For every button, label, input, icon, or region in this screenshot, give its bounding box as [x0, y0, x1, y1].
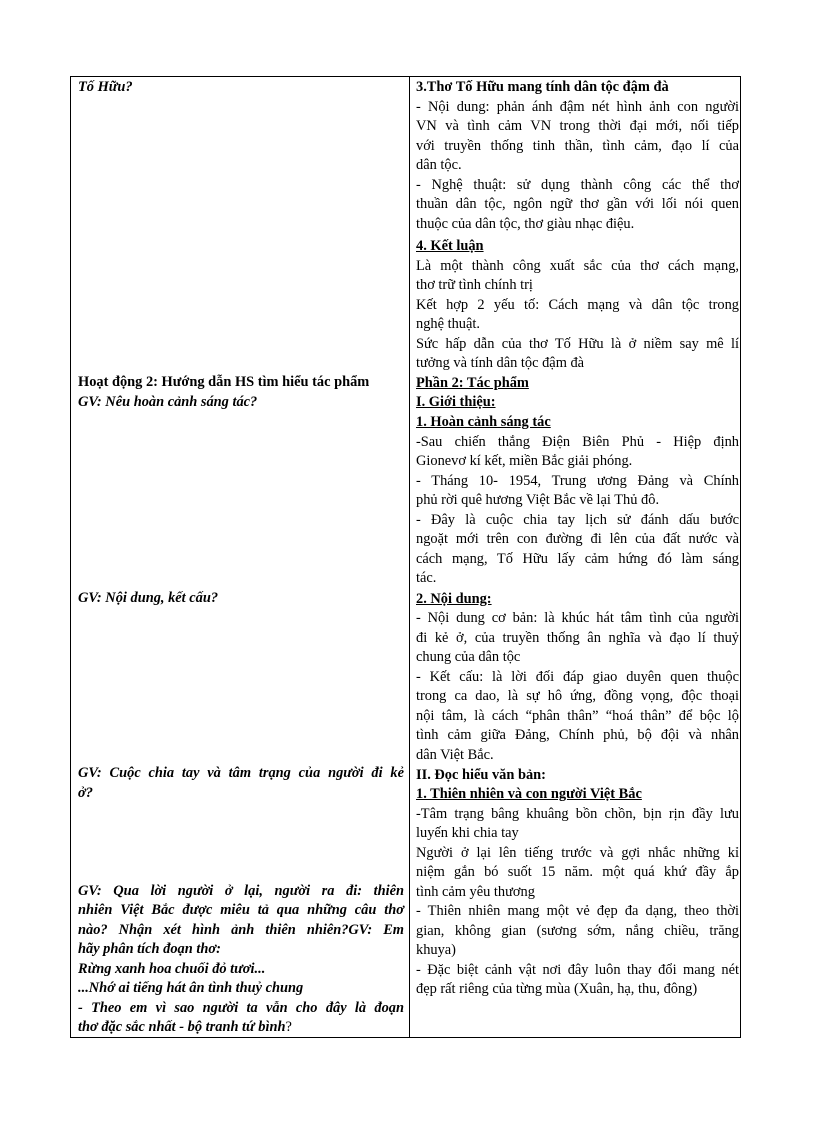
part-heading: Phần 2: Tác phẩm — [416, 375, 529, 391]
text-line: đẹp rất riêng của từng mùa (Xuân, hạ, thu, đông) — [416, 981, 698, 997]
poem-quote-line: Rừng xanh hoa chuối đỏ tươi... — [78, 961, 266, 977]
text-line: Là một thành công xuất sắc của thơ cách mạng, — [416, 258, 739, 274]
text-line: - Đây là cuộc chia tay lịch sử đánh dấu bước — [416, 512, 739, 528]
text-line: gian, không gian (sương sớm, nắng chiều, trăng — [416, 923, 739, 939]
text-line: - Kết cấu: là lời đối đáp giao duyên quen thuộc — [416, 669, 739, 685]
text-line: trong ca dao, là sự hô ứng, đồng vọng, độc thoại — [416, 688, 739, 704]
section-heading: 4. Kết luận — [416, 238, 484, 254]
subsection-heading: 1. Thiên nhiên và con người Việt Bắc — [416, 786, 642, 802]
question-line: Tố Hữu? — [78, 79, 133, 95]
text-line: Gionevơ kí kết, miền Bắc giải phóng. — [416, 453, 633, 469]
text-line: niệm gắn bó suốt 15 năm. một quá khứ đầy ắp — [416, 864, 739, 880]
text-line: tình cảm giữa Đảng, Chính phủ, bộ đội và nhân — [416, 727, 739, 743]
poem-quote-line: ...Nhớ ai tiếng hát ân tình thuỷ chung — [78, 980, 304, 996]
lesson-table — [70, 76, 741, 1038]
activity-heading: Hoạt động 2: Hướng dẫn HS tìm hiểu tác phẩm — [78, 374, 370, 390]
text-line: thơ trữ tình chính trị — [416, 277, 533, 293]
question-line: GV: Cuộc chia tay và tâm trạng của người đi kẻ — [78, 765, 404, 781]
text-line: -Sau chiến thắng Điện Biên Phủ - Hiệp định — [416, 434, 739, 450]
text-line: dân Việt Bắc. — [416, 747, 494, 763]
question-line: GV: Nội dung, kết cấu? — [78, 590, 219, 606]
text-line: - Đặc biệt cảnh vật nơi đây luôn thay đổi mang nét — [416, 962, 739, 978]
text-line: Sức hấp dẫn của thơ Tố Hữu là ở niềm say mê lí — [416, 336, 739, 352]
text-line: nghệ thuật. — [416, 316, 480, 332]
section-heading: 3.Thơ Tố Hữu mang tính dân tộc đậm đà — [416, 79, 669, 95]
text-line: khuya) — [416, 942, 456, 958]
text-line: ngoặt mới trên con đường đi lên của đất nước và — [416, 531, 739, 547]
subsection-heading: 2. Nội dung: — [416, 591, 492, 607]
text-line: luyến khi chia tay — [416, 825, 519, 841]
question-line: nào? Nhận xét hình ảnh thiên nhiên?GV: Em — [78, 922, 404, 938]
text-line: VN và tình cảm VN trong thời đại mới, nối tiếp — [416, 118, 739, 134]
text-line: thuộc của dân tộc, thơ giàu nhạc điệu. — [416, 216, 635, 232]
question-line: ở? — [78, 785, 93, 801]
question-line: hãy phân tích đoạn thơ: — [78, 941, 221, 957]
teacher-activity-column — [78, 78, 404, 1033]
text-line: tác. — [416, 570, 437, 586]
subsection-heading: 1. Hoàn cảnh sáng tác — [416, 414, 551, 430]
text-line: -Tâm trạng bâng khuâng bồn chồn, bịn rịn đầy lưu — [416, 806, 739, 822]
question-line: nhiên Việt Bắc được miêu tả qua những câu thơ — [78, 902, 404, 918]
text-line: dân tộc. — [416, 157, 462, 173]
text-line: nội tâm, là cách “phân thân” “hoá thân” để bộc lộ — [416, 708, 739, 724]
question-line: - Theo em vì sao người ta vẫn cho đây là đoạn — [78, 1000, 404, 1016]
text-line: Kết hợp 2 yếu tố: Cách mạng và dân tộc trong — [416, 297, 739, 313]
text-line: - Nội dung: phản ánh đậm nét hình ảnh con người — [416, 99, 739, 115]
question-line: thơ đặc sắc nhất - bộ tranh tứ bình? — [78, 1019, 292, 1035]
text-line: chung của dân tộc — [416, 649, 521, 665]
text-line: - Nghệ thuật: sử dụng thành công các thể thơ — [416, 177, 739, 193]
question-line: GV: Qua lời người ở lại, người ra đi: thiên — [78, 883, 404, 899]
text-line: tình cảm yêu thương — [416, 884, 535, 900]
text-line: - Thiên nhiên mang một vẻ đẹp đa dạng, theo thời — [416, 903, 739, 919]
section-heading: II. Đọc hiểu văn bản: — [416, 767, 546, 783]
text-line: cách mạng, Tố Hữu lấy cảm hứng đó làm sáng — [416, 551, 739, 567]
text-line: phủ rời quê hương Việt Bắc về lại Thủ đô. — [416, 492, 660, 508]
column-divider — [409, 77, 410, 1037]
section-heading: I. Giới thiệu: — [416, 394, 496, 410]
text-line: với truyền thống tinh thần, tình cảm, đạo lí của — [416, 138, 739, 154]
text-line: - Tháng 10- 1954, Trung ương Đảng và Chính — [416, 473, 739, 489]
text-line: đi kẻ ở, của truyền thống ân nghĩa và đạo lí thuỷ — [416, 630, 739, 646]
text-line: - Nội dung cơ bản: là khúc hát tâm tình của người — [416, 610, 739, 626]
question-line: GV: Nêu hoàn cảnh sáng tác? — [78, 394, 258, 410]
text-line: Người ở lại lên tiếng trước và gợi nhắc những kỉ — [416, 845, 739, 861]
text-line: tưởng và tính dân tộc đậm đà — [416, 355, 585, 371]
text-line: thuần dân tộc, ngôn ngữ thơ gần với lối nói quen — [416, 196, 739, 212]
content-column — [416, 78, 739, 1033]
